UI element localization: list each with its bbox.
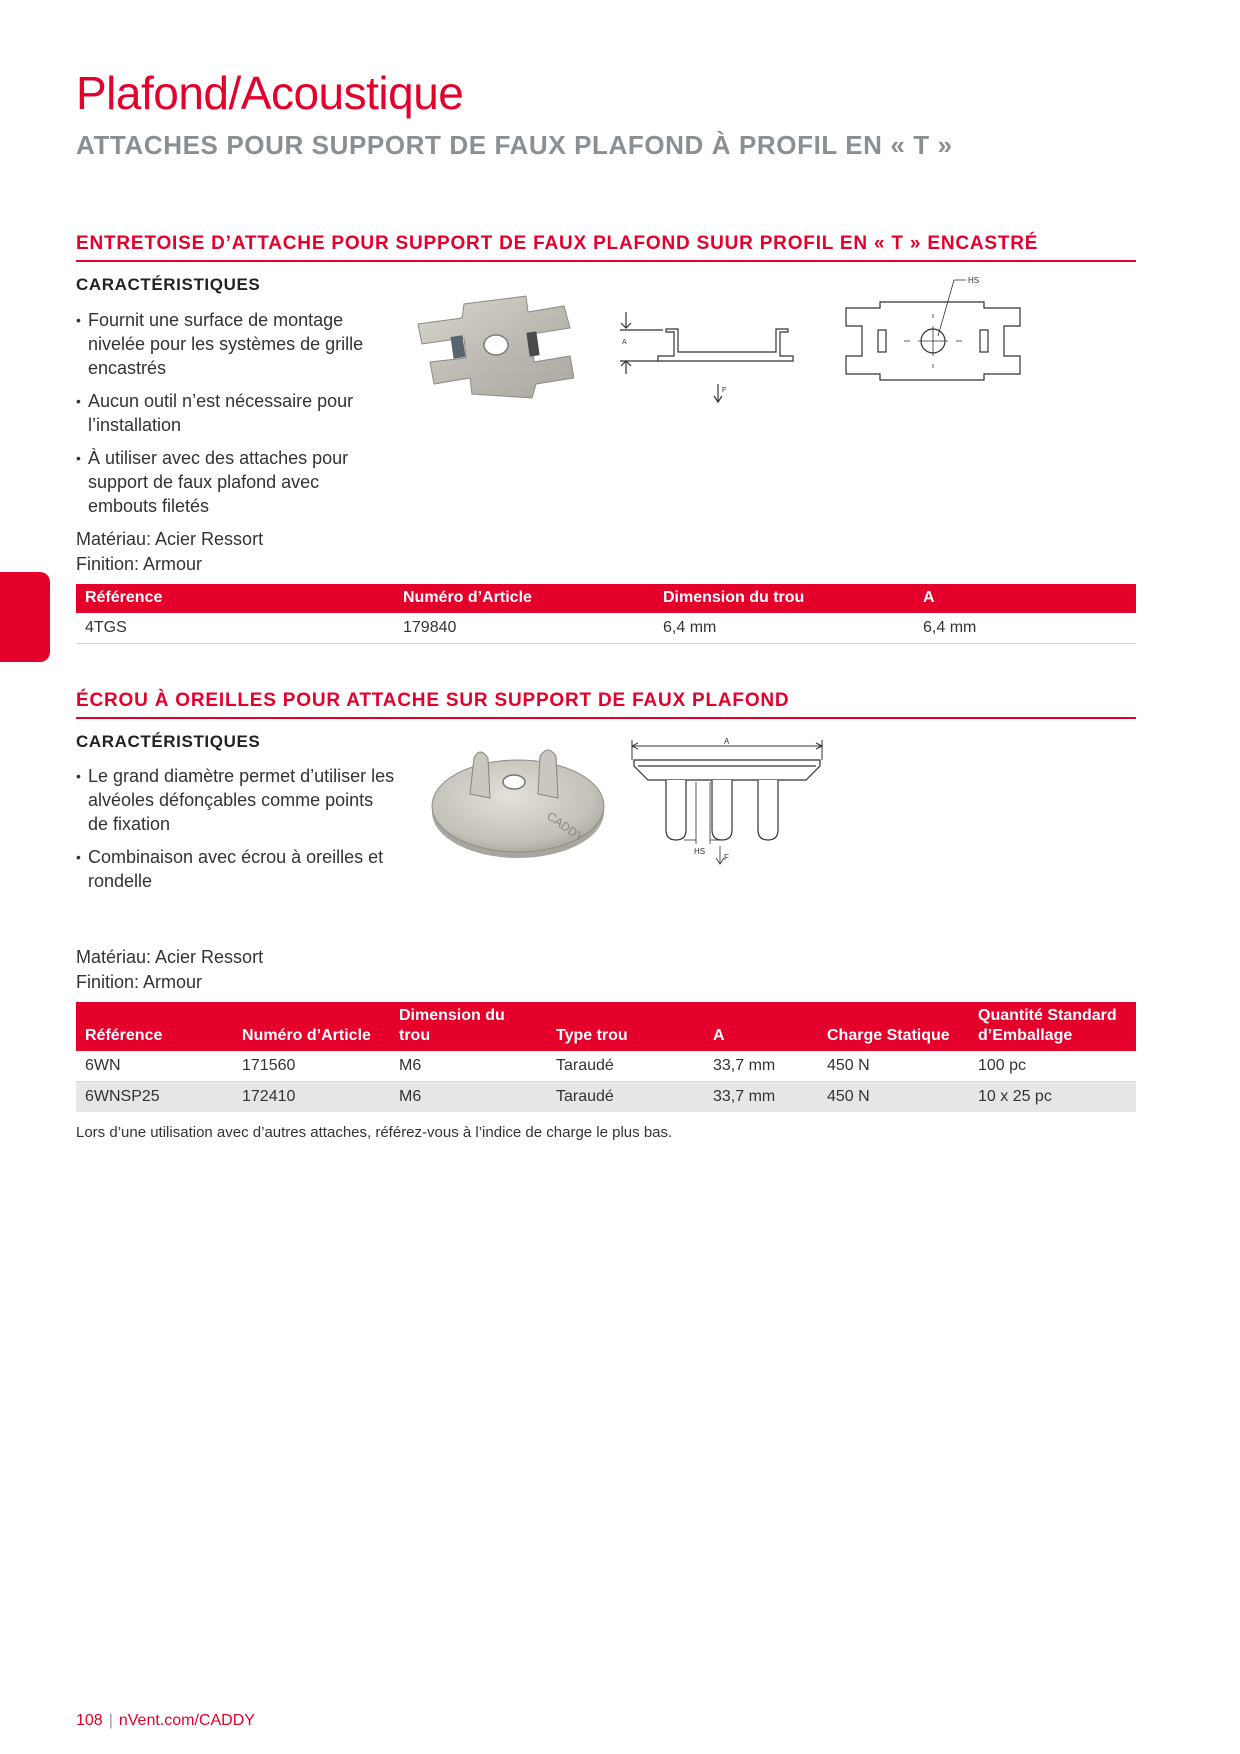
cell-a: 6,4 mm (914, 613, 1136, 644)
section1-top-diagram (844, 272, 1030, 396)
page-title: Plafond/Acoustique (76, 67, 464, 119)
page-number: 108 (76, 1712, 103, 1729)
cell-hole-size: 6,4 mm (654, 613, 914, 644)
cell-static-load: 450 N (818, 1082, 969, 1113)
col-header-reference: Référence (76, 584, 394, 613)
section2-side-diagram (630, 736, 830, 870)
footer-site-link[interactable]: nVent.com/CADDY (118, 1712, 255, 1729)
col-header-a: A (914, 584, 1136, 613)
section2-spec-table (76, 1002, 1136, 1112)
table-row (76, 613, 1136, 644)
col-header-hole-type: Type trou (547, 1002, 704, 1051)
section2-product-photo (428, 736, 608, 860)
col-header-reference: Référence (76, 1002, 233, 1051)
section1-feature-list (76, 308, 386, 527)
dimension-a-label: A (622, 339, 627, 346)
dimension-hs-label: HS (694, 847, 706, 856)
section1-material: Matériau: Acier Ressort (76, 529, 264, 549)
section1-heading: ENTRETOISE D’ATTACHE POUR SUPPORT DE FAUX PLAFOND SUUR PROFIL EN « T » ENCASTRÉ (76, 233, 1136, 262)
col-header-hole-size: Dimension du trou (654, 584, 914, 613)
table-header-row (76, 584, 1136, 613)
cell-reference: 6WNSP25 (76, 1082, 233, 1113)
cell-article-number: 179840 (394, 613, 654, 644)
table-row (76, 1051, 1136, 1082)
section2-heading: ÉCROU À OREILLES POUR ATTACHE SUR SUPPORT DE FAUX PLAFOND (76, 690, 1136, 719)
cell-hole-type: Taraudé (547, 1082, 704, 1113)
list-item: • Aucun outil n’est nécessaire pour l’installation (76, 389, 386, 437)
section2-material-block (76, 945, 263, 995)
table-row (76, 1082, 1136, 1113)
cell-article-number: 172410 (233, 1082, 390, 1113)
cell-hole-size: M6 (390, 1051, 547, 1082)
section2-finish: Finition: Armour (76, 972, 203, 992)
load-rating-note: Lors d’une utilisation avec d’autres attaches, référez-vous à l’indice de charge le plus bas. (76, 1124, 673, 1141)
section1-material-block (76, 527, 263, 577)
footer-separator: | (108, 1712, 113, 1729)
list-item: • Fournit une surface de montage nivelée pour les systèmes de grille encastrés (76, 308, 386, 380)
dimension-hs-label: HS (968, 276, 980, 285)
col-header-a: A (704, 1002, 818, 1051)
col-header-static-load: Charge Statique (818, 1002, 969, 1051)
cell-static-load: 450 N (818, 1051, 969, 1082)
section1-side-diagram (618, 306, 806, 404)
list-item: • Le grand diamètre permet d’utiliser les alvéoles défonçables comme points de fixation (76, 764, 396, 836)
section1-finish: Finition: Armour (76, 554, 203, 574)
section2-characteristics-title: CARACTÉRISTIQUES (76, 732, 261, 751)
cell-hole-size: M6 (390, 1082, 547, 1113)
page-subtitle: ATTACHES POUR SUPPORT DE FAUX PLAFOND À PROFIL EN « T » (76, 130, 953, 160)
dimension-f-label: F (724, 853, 729, 862)
cell-article-number: 171560 (233, 1051, 390, 1082)
col-header-article-number: Numéro d’Article (394, 584, 654, 613)
list-item: • À utiliser avec des attaches pour support de faux plafond avec embouts filetés (76, 446, 386, 518)
table-header-row (76, 1002, 1136, 1051)
chapter-side-tab (0, 572, 50, 662)
section2-material: Matériau: Acier Ressort (76, 947, 264, 967)
section1-product-photo (414, 292, 574, 402)
photo-caddy-text: CADDY (544, 808, 587, 845)
section2-feature-list (76, 764, 396, 902)
cell-a: 33,7 mm (704, 1082, 818, 1113)
page-footer (76, 1712, 255, 1730)
col-header-standard-pack-qty: Quantité Standard d’Emballage (969, 1002, 1136, 1051)
cell-hole-type: Taraudé (547, 1051, 704, 1082)
cell-reference: 6WN (76, 1051, 233, 1082)
cell-pack-qty: 100 pc (969, 1051, 1136, 1082)
dimension-f-label: F (722, 387, 727, 394)
list-item: • Combinaison avec écrou à oreilles et rondelle (76, 845, 396, 893)
cell-pack-qty: 10 x 25 pc (969, 1082, 1136, 1113)
dimension-a-label: A (724, 737, 730, 746)
section1-characteristics-title: CARACTÉRISTIQUES (76, 275, 261, 294)
col-header-hole-size: Dimension du trou (390, 1002, 547, 1051)
col-header-article-number: Numéro d’Article (233, 1002, 390, 1051)
cell-a: 33,7 mm (704, 1051, 818, 1082)
section1-spec-table (76, 584, 1136, 644)
cell-reference: 4TGS (76, 613, 394, 644)
